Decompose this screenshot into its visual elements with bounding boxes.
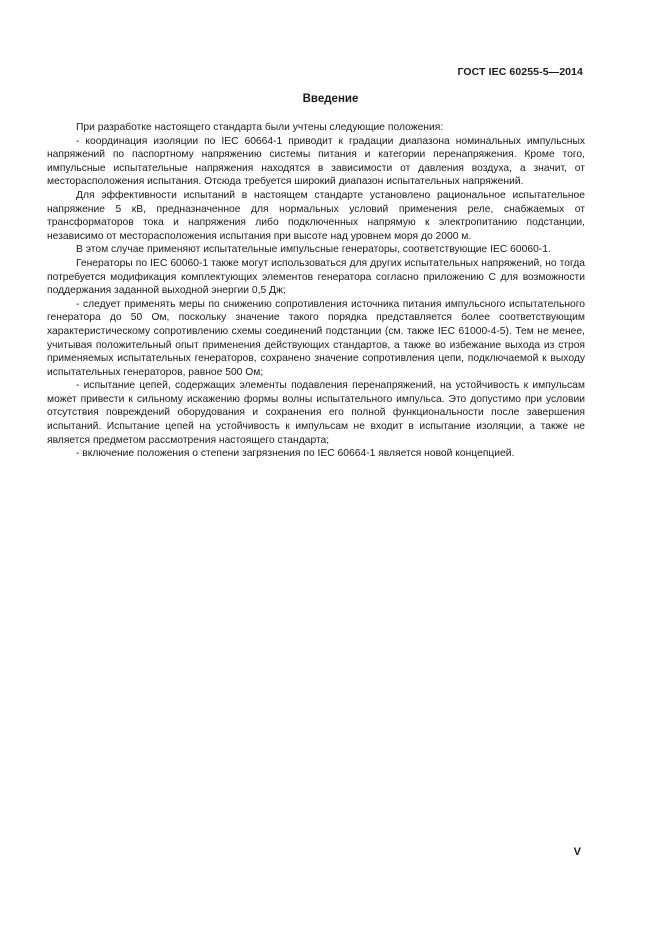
paragraph-overvoltage-suppression: - испытание цепей, содержащих элементы подавления перенапряжений, на устойчивость к импульсам может привести к сильному искажению формы волны испытательного импульса. Это допустимо при условии отсутствия повреждений оборудования и сохранения его полной функциональности после завершения испытаний. Испытание цепей на устойчивость к импульсам не входит в испытание изоляции, а также не является предметом рассмотрения настоящего стандарта; [47, 380, 585, 446]
document-standard-id: ГОСТ IEC 60255-5—2014 [457, 66, 583, 78]
paragraph-pollution-degree: - включение положения о степени загрязнения по IEC 60664-1 является новой концепцией. [76, 448, 515, 460]
paragraph-intro: При разработке настоящего стандарта были учтены следующие положения: [76, 122, 444, 133]
section-title: Введение [302, 93, 359, 105]
body-text [47, 121, 585, 461]
paragraph-test-voltage: Для эффективности испытаний в настоящем стандарте установлено рациональное испытательное напряжение 5 кВ, предназначенное для нормальных условий применения реле, снабжаемых от трансформаторов тока и напряжения либо подключенных напрямую к электропитанию подстанции, независимо от месторасположения испытания при высоте над уровнем моря до 2000 м. [47, 189, 585, 242]
paragraph-insulation-coordination: - координация изоляции по IEC 60664-1 приводит к градации диапазона номинальных импульсных напряжений по паспортному напряжению системы питания и категории перенапряжения. Кроме того, импульсные испытательные напряжения находятся в зависимости от давления воздуха, а значит, от месторасположения испытания. Отсюда требуется широкий диапазон испытательных напряжений. [47, 135, 585, 188]
paragraph-generator-modification: Генераторы по IEC 60060-1 также могут использоваться для других испытательных напряжений, но тогда потребуется модификация комплектующих элементов генератора согласно приложению С для возможности поддержания заданной выходной энергии 0,5 Дж; [47, 257, 585, 297]
paragraph-impulse-generators: В этом случае применяют испытательные импульсные генераторы, соответствующие IEC 60060-1. [76, 244, 551, 256]
page-number: V [573, 846, 581, 858]
paragraph-source-resistance: - следует применять меры по снижению сопротивления источника питания импульсного испытательного генератора до 50 Ом, поскольку значение такого порядка представляется более соответствующим характеристическому сопротивлению схемы соединений подстанции (см. также IEC 61000-4-5). Тем не менее, учитывая положительный опыт применения действующих стандартов, а также во избежание выхода из строя применяемых испытательных генераторов, сохранено значение сопротивления цепи, подключаемой к выходу испытательных генераторов, равное 500 Ом; [47, 298, 585, 378]
